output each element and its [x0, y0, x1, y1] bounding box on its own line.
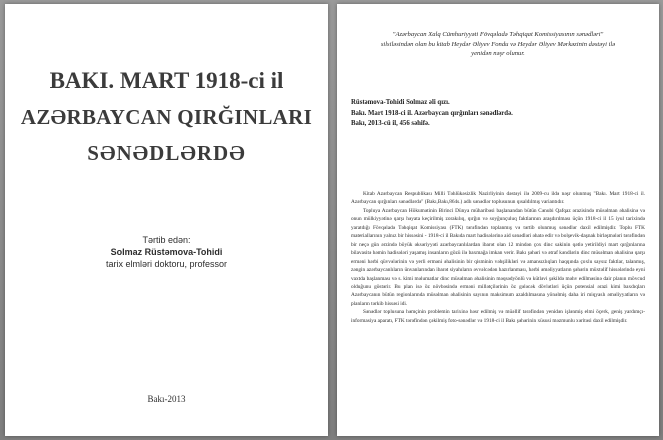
- bibliographic-record: [351, 98, 645, 130]
- biblio-imprint: Bakı, 2013-cü il, 456 səhifə.: [351, 120, 430, 127]
- city-year: Bakı-2013: [147, 394, 186, 404]
- left-page: [5, 4, 328, 436]
- compiler-name: Solmaz Rüstəmova-Tohidi: [110, 247, 223, 257]
- abstract-paragraph-1: Kitab Azərbaycan Respublikası Milli Təhlükəsizlik Nazirliyinin dəstəyi ilə 2009-cu ildə nəşr olunmuş "Bakı. Mart 1918-ci il. Azərbaycan qırğınları sənədlərdə" (Bakı,Bakı,864s.) adlı sənədlər toplusunun qısaldılmış variantıdır.: [351, 191, 645, 206]
- compiler-label: Tərtib edən:: [142, 235, 191, 245]
- abstract-text: [351, 190, 645, 325]
- biblio-title: Bakı. Mart 1918-ci il. Azərbaycan qırğınları sənədlərdə.: [351, 109, 513, 117]
- abstract-paragraph-2: Topluya Azərbaycan Hökumətinin Birinci Dünya müharibəsi başlanandan bütün Cənubi Qafqaz ərazisində müsəlman əhalisinə və onun mülkiyyətinə qarşı həyata keçirilmiş zorakılıq, qırğın və soyğunçuluq faktlarının araşdırılması üçün 1918-ci il 15 iyul tarixində yaratdığı Fövqəladə Təhqiqat Komissiyası (FTK) tərəfindən toplanmış və tərtib olunmuş sənədlər daxil edilmişdir. Toplu FTK materiallarının yalnız bir hissəsini - 1918-ci il Bakıda mart hadisələrinə aid sənədləri əhatə edir və bolşevik-daşnak birləşmələri tərəfindən bir neçə gün ərzində böyük əksəriyyəti azərbaycanlılardan ibarət olan 12 mindən çox dinc sakinin qətlə yetirildiyi mart qırğınlarına bilavasitə həmin hadisələri yaşamış insanların gözü ilə baxmağa imkan verir. Bakı şəhəri və ətraf kəndlərin dinc müsəlman əhalisinə qarşı erməni hərbi qüvvələrinin və yerli erməni əhalisinin bir qisminin vəhşilikləri və amansızlıqları haqqında çoxlu saysız faktlar, talanmış, zəngin azərbaycanlıların ünvanlarından ibarət siyahıların əvvəlcədən hazırlanması, hərbi əməliyyatların şəhərin müxtəlif hissələrində eyni vaxtda başlanması və s. kimi məlumatlar dinc müsəlman əhalisinin məqsədyönlü və kütləvi şəkildə məhv edilməsinə dair planın mövcud olduğunu göstərir. Bu plan isə öz növbəsində erməni millətçilərinin öz gələcək dövlətləri üçün potensial ərazi kimi baxdıqları Azərbaycanın bütün regionlarında müsəlman əhalisinin sayının maksimum azaldılmasına yönəlmiş daha iri miqyaslı əməliyyatların və planların tərkib hissəsi idi.: [351, 207, 645, 307]
- right-page: [337, 4, 659, 436]
- book-title: [15, 66, 318, 169]
- compiler-block: [5, 234, 328, 270]
- title-line-2: AZƏRBAYCAN QIRĞINLARI: [20, 105, 313, 129]
- series-line-1: "Azərbaycan Xalq Cümhuriyyəti Fövqəladə Təhqiqat Komissiyasının sənədləri": [392, 31, 604, 38]
- series-line-2: silsiləsindən olan bu kitab Heydər Əliyev Fondu və Heydər Əliyev Mərkəzinin dəstəyi ilə: [380, 40, 616, 48]
- biblio-author: Rüstəmova-Tohidi Solmaz əli qızı.: [351, 99, 450, 106]
- series-line-3: yenidən nəşr olunur.: [471, 50, 525, 57]
- compiler-degree: tarix elmləri doktoru, professor: [105, 259, 228, 269]
- series-note: [359, 30, 637, 59]
- title-line-3: SƏNƏDLƏRDƏ: [87, 141, 246, 165]
- abstract-paragraph-3: Sənədlər toplusuna həmçinin problemin tarixinə həsr edilmiş və müəllif tərəfindən yenidən işlənmiş elmi öçerk, geniş yardımçı-informasiya aparatı, FTK tərəfindən çəkilmiş foto-sənədlər və 1918-ci il Bakı şəhərinin xüsusi məzmunlu xəritəsi daxil edilmişdir.: [351, 309, 645, 324]
- title-line-1: BAKI. MART 1918-ci il: [49, 68, 284, 93]
